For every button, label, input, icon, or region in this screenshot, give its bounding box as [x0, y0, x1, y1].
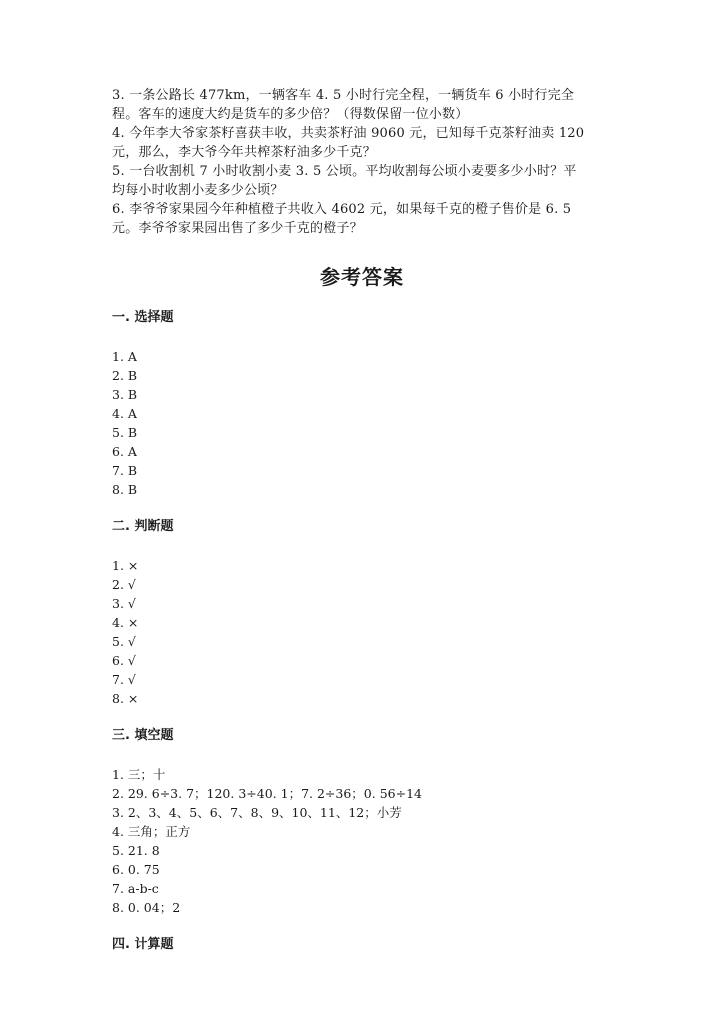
- answer-item: 4. 三角；正方: [112, 824, 191, 839]
- document-page: [112, 86, 612, 954]
- answer-item: 5. √: [112, 634, 136, 649]
- problem-line: 4. 今年李大爷家茶籽喜获丰收，共卖茶籽油 9060 元，已知每千克茶籽油卖 120: [112, 126, 585, 141]
- answer-item: 3. 2、3、4、5、6、7、8、9、10、11、12；小芳: [112, 805, 402, 820]
- answer-list-judgment: [112, 556, 612, 708]
- answer-item: 3. B: [112, 387, 138, 402]
- answer-item: 1. ×: [112, 558, 139, 573]
- answer-item: 5. 21. 8: [112, 843, 160, 858]
- problem-line: 元，那么，李大爷今年共榨茶籽油多少千克？: [112, 145, 377, 160]
- answer-item: 4. ×: [112, 615, 139, 630]
- answer-item: 3. √: [112, 596, 136, 611]
- section-heading-judgment: 二. 判断题: [112, 519, 174, 534]
- answer-item: 2. 29. 6÷3. 7；120. 3÷40. 1；7. 2÷36；0. 56÷14: [112, 786, 422, 801]
- answer-item: 6. A: [112, 444, 137, 459]
- answer-item: 2. √: [112, 577, 136, 592]
- answer-item: 8. 0. 04；2: [112, 900, 181, 915]
- answer-item: 8. ×: [112, 691, 139, 706]
- section-heading-calculation: 四. 计算题: [112, 937, 174, 952]
- answer-item: 2. B: [112, 368, 138, 383]
- answer-item: 6. 0. 75: [112, 862, 160, 877]
- answer-list-fill-blank: [112, 765, 612, 917]
- answer-item: 5. B: [112, 425, 138, 440]
- answer-item: 7. √: [112, 672, 136, 687]
- problem-list: [112, 86, 612, 238]
- answer-list-choice: [112, 347, 612, 499]
- answer-item: 1. A: [112, 349, 137, 364]
- answer-item: 6. √: [112, 653, 136, 668]
- answer-item: 1. 三；十: [112, 767, 166, 782]
- problem-line: 均每小时收割小麦多少公顷？: [112, 183, 284, 198]
- answer-item: 4. A: [112, 406, 137, 421]
- section-heading-fill-blank: 三. 填空题: [112, 728, 174, 743]
- section-heading-choice: 一. 选择题: [112, 310, 174, 325]
- problem-line: 5. 一台收割机 7 小时收割小麦 3. 5 公顷。平均收割每公顷小麦要多少小时？平: [112, 164, 577, 179]
- answer-item: 7. B: [112, 463, 138, 478]
- problem-line: 程。客车的速度大约是货车的多少倍？（得数保留一位小数）: [112, 107, 469, 122]
- problem-line: 元。李爷爷家果园出售了多少千克的橙子？: [112, 221, 363, 236]
- problem-line: 6. 李爷爷家果园今年种植橙子共收入 4602 元，如果每千克的橙子售价是 6. 5: [112, 202, 572, 217]
- answer-title: 参考答案: [320, 265, 404, 289]
- problem-line: 3. 一条公路长 477km，一辆客车 4. 5 小时行完全程，一辆货车 6 小时行完全: [112, 88, 575, 103]
- answer-item: 7. a-b-c: [112, 881, 159, 896]
- answer-item: 8. B: [112, 482, 138, 497]
